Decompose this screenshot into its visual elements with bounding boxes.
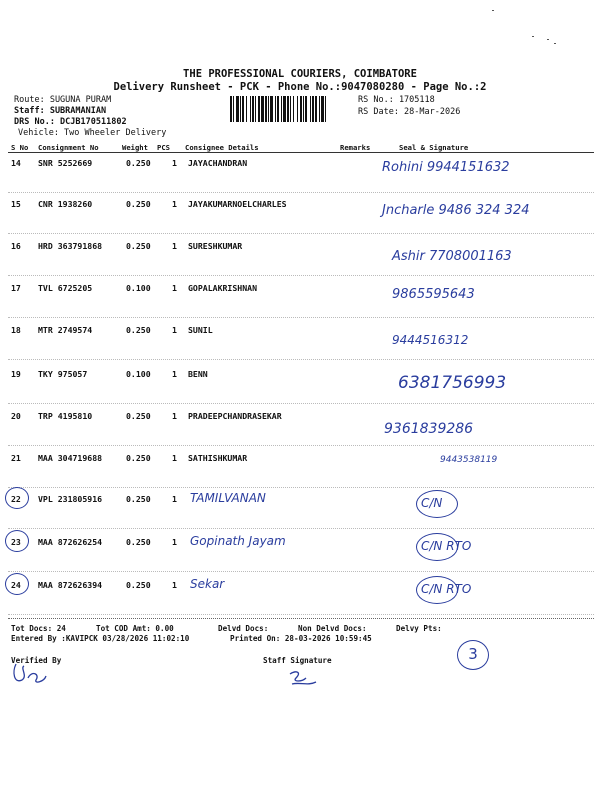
table-row xyxy=(0,411,600,451)
row-pcs: 1 xyxy=(172,199,177,209)
scan-speck xyxy=(554,43,556,44)
row-consignee: GOPALAKRISHNAN xyxy=(188,283,258,293)
row-signature: 6381756993 xyxy=(398,373,507,393)
barcode-bar xyxy=(325,96,326,122)
row-separator xyxy=(8,192,594,193)
table-row xyxy=(0,158,600,198)
barcode-bar xyxy=(315,96,317,122)
row-consignee: JAYAKUMARNOELCHARLES xyxy=(188,199,287,209)
barcode-bar xyxy=(261,96,264,122)
row-consignment-no: MAA 872626394 xyxy=(38,580,103,590)
row-separator xyxy=(8,275,594,276)
staff-text: Staff: SUBRAMANIAN xyxy=(14,106,107,116)
sno-circle xyxy=(5,530,29,552)
row-weight: 0.250 xyxy=(126,199,151,209)
row-sno: 18 xyxy=(11,325,21,335)
barcode-bar xyxy=(258,96,260,122)
col-weight: Weight xyxy=(122,143,148,152)
verifier-signature xyxy=(10,660,50,690)
row-consignment-no: SNR 5252669 xyxy=(38,158,93,168)
barcode-bar xyxy=(321,96,324,122)
company-title: THE PROFESSIONAL COURIERS, COIMBATORE xyxy=(183,68,417,80)
row-consignee-handwritten: Gopinath Jayam xyxy=(190,534,286,548)
scan-speck xyxy=(492,10,494,11)
table-row xyxy=(0,534,600,577)
row-pcs: 1 xyxy=(172,580,177,590)
runsheet-subtitle: Delivery Runsheet - PCK - Phone No.:9047080280 - Page No.:2 xyxy=(113,81,487,93)
barcode-bar xyxy=(265,96,267,122)
barcode xyxy=(228,96,354,122)
row-consignment-no: MAA 872626254 xyxy=(38,537,103,547)
barcode-bar xyxy=(246,96,247,122)
barcode-bar xyxy=(303,96,304,122)
barcode-bar xyxy=(305,96,307,122)
row-consignment-no: HRD 363791868 xyxy=(38,241,103,251)
row-sno: 17 xyxy=(11,283,21,293)
barcode-bar xyxy=(250,96,251,122)
barcode-bar xyxy=(293,96,294,122)
barcode-bar xyxy=(255,96,256,122)
col-remarks: Remarks xyxy=(340,143,371,152)
row-pcs: 1 xyxy=(172,241,177,251)
rs-number: RS No.: 1705118 xyxy=(358,95,435,105)
row-sno: 24 xyxy=(11,580,21,590)
col-pcs: PCS xyxy=(157,143,170,152)
row-consignee: PRADEEPCHANDRASEKAR xyxy=(188,411,282,421)
row-separator xyxy=(8,445,594,446)
drs-number: DRS No.: DCJB170511802 xyxy=(14,117,127,127)
barcode-bar xyxy=(283,96,286,122)
verified-by-label: Verified By xyxy=(11,656,62,665)
col-seal-signature: Seal & Signature xyxy=(399,143,469,152)
row-consignment-no: MTR 2749574 xyxy=(38,325,93,335)
row-signature: 9361839286 xyxy=(384,421,474,437)
barcode-bar xyxy=(242,96,244,122)
barcode-bar xyxy=(270,96,273,122)
barcode-bar xyxy=(236,96,239,122)
row-sno: 16 xyxy=(11,241,21,251)
row-weight: 0.250 xyxy=(126,411,151,421)
row-separator xyxy=(8,403,594,404)
table-row xyxy=(0,241,600,281)
table-row xyxy=(0,491,600,534)
entered-by: Entered By :KAVIPCK 03/28/2026 11:02:10 xyxy=(11,634,190,643)
vehicle-text: Vehicle: Two Wheeler Delivery xyxy=(18,128,167,138)
row-sno: 15 xyxy=(11,199,21,209)
row-signature: 9443538119 xyxy=(440,455,498,465)
row-weight: 0.250 xyxy=(126,241,151,251)
barcode-bar xyxy=(230,96,232,122)
row-separator xyxy=(8,233,594,234)
row-consignee: SUNIL xyxy=(188,325,213,335)
row-weight: 0.250 xyxy=(126,580,151,590)
row-signature: C/N RTO xyxy=(421,539,472,553)
printed-on: Printed On: 28-03-2026 10:59:45 xyxy=(230,634,372,643)
total-docs: Tot Docs: 24 xyxy=(11,624,66,633)
row-pcs: 1 xyxy=(172,537,177,547)
delivered-docs: Delvd Docs: xyxy=(218,624,269,633)
barcode-bar xyxy=(310,96,311,122)
sno-circle xyxy=(5,487,29,509)
row-sno: 21 xyxy=(11,453,21,463)
row-consignment-no: MAA 304719688 xyxy=(38,453,103,463)
row-sno: 19 xyxy=(11,369,21,379)
circled-page-count xyxy=(457,640,489,670)
row-separator xyxy=(8,487,594,488)
route-text: Route: SUGUNA PURAM xyxy=(14,95,112,105)
table-row xyxy=(0,453,600,493)
row-pcs: 1 xyxy=(172,283,177,293)
barcode-bar xyxy=(268,96,269,122)
row-sno: 14 xyxy=(11,158,21,168)
row-separator xyxy=(8,317,594,318)
barcode-bar xyxy=(281,96,282,122)
table-row xyxy=(0,283,600,323)
row-consignment-no: TVL 6725205 xyxy=(38,283,93,293)
row-pcs: 1 xyxy=(172,411,177,421)
row-signature: C/N xyxy=(421,496,443,510)
row-weight: 0.250 xyxy=(126,494,151,504)
barcode-bar xyxy=(252,96,254,122)
footer-rule xyxy=(8,618,594,619)
row-signature: 9444516312 xyxy=(392,333,469,347)
row-pcs: 1 xyxy=(172,158,177,168)
row-consignee: JAYACHANDRAN xyxy=(188,158,248,168)
row-consignment-no: TKY 975057 xyxy=(38,369,88,379)
barcode-bar xyxy=(319,96,320,122)
sno-circle xyxy=(5,573,29,595)
col-consignment: Consignment No xyxy=(38,143,99,152)
row-signature: 9865595643 xyxy=(392,287,475,302)
table-row xyxy=(0,325,600,365)
row-weight: 0.100 xyxy=(126,369,151,379)
delivery-points: Delvy Pts: xyxy=(396,624,442,633)
row-separator xyxy=(8,359,594,360)
scan-speck xyxy=(532,36,534,37)
row-consignment-no: VPL 231805916 xyxy=(38,494,103,504)
row-consignee: BENN xyxy=(188,369,208,379)
row-pcs: 1 xyxy=(172,453,177,463)
staff-signature xyxy=(286,668,320,690)
row-separator xyxy=(8,571,594,572)
row-signature: C/N RTO xyxy=(421,582,472,596)
barcode-bar xyxy=(287,96,289,122)
row-sno: 20 xyxy=(11,411,21,421)
table-row xyxy=(0,577,600,620)
barcode-bar xyxy=(312,96,314,122)
row-consignee-handwritten: Sekar xyxy=(190,577,225,591)
row-consignee: SURESHKUMAR xyxy=(188,241,243,251)
circled-page-count-text: 3 xyxy=(468,645,478,663)
rs-date: RS Date: 28-Mar-2026 xyxy=(358,107,461,117)
barcode-bar xyxy=(297,96,298,122)
staff-signature-label: Staff Signature xyxy=(263,656,332,665)
row-separator xyxy=(8,614,594,615)
barcode-bar xyxy=(290,96,291,122)
barcode-bar xyxy=(233,96,234,122)
row-sno: 23 xyxy=(11,537,21,547)
row-pcs: 1 xyxy=(172,494,177,504)
row-consignee: SATHISHKUMAR xyxy=(188,453,248,463)
row-weight: 0.250 xyxy=(126,453,151,463)
row-signature: Ashir 7708001163 xyxy=(392,249,512,264)
barcode-bar xyxy=(277,96,279,122)
barcode-bar xyxy=(240,96,241,122)
row-consignment-no: TRP 4195810 xyxy=(38,411,93,421)
row-separator xyxy=(8,528,594,529)
col-consignee: Consignee Details xyxy=(185,143,259,152)
barcode-bar xyxy=(300,96,302,122)
table-row xyxy=(0,199,600,239)
total-cod-amount: Tot COD Amt: 0.00 xyxy=(96,624,174,633)
row-consignment-no: CNR 1938260 xyxy=(38,199,93,209)
row-pcs: 1 xyxy=(172,325,177,335)
row-weight: 0.250 xyxy=(126,537,151,547)
row-consignee-handwritten: TAMILVANAN xyxy=(190,491,266,505)
row-weight: 0.100 xyxy=(126,283,151,293)
row-sno: 22 xyxy=(11,494,21,504)
row-pcs: 1 xyxy=(172,369,177,379)
row-signature: Jncharle 9486 324 324 xyxy=(382,203,530,218)
col-sno: S No xyxy=(11,143,29,152)
header-rule xyxy=(8,152,594,153)
table-row xyxy=(0,369,600,409)
non-delivered-docs: Non Delvd Docs: xyxy=(298,624,367,633)
scan-speck xyxy=(547,39,549,40)
row-weight: 0.250 xyxy=(126,158,151,168)
barcode-bar xyxy=(275,96,276,122)
row-weight: 0.250 xyxy=(126,325,151,335)
row-signature: Rohini 9944151632 xyxy=(382,160,510,175)
